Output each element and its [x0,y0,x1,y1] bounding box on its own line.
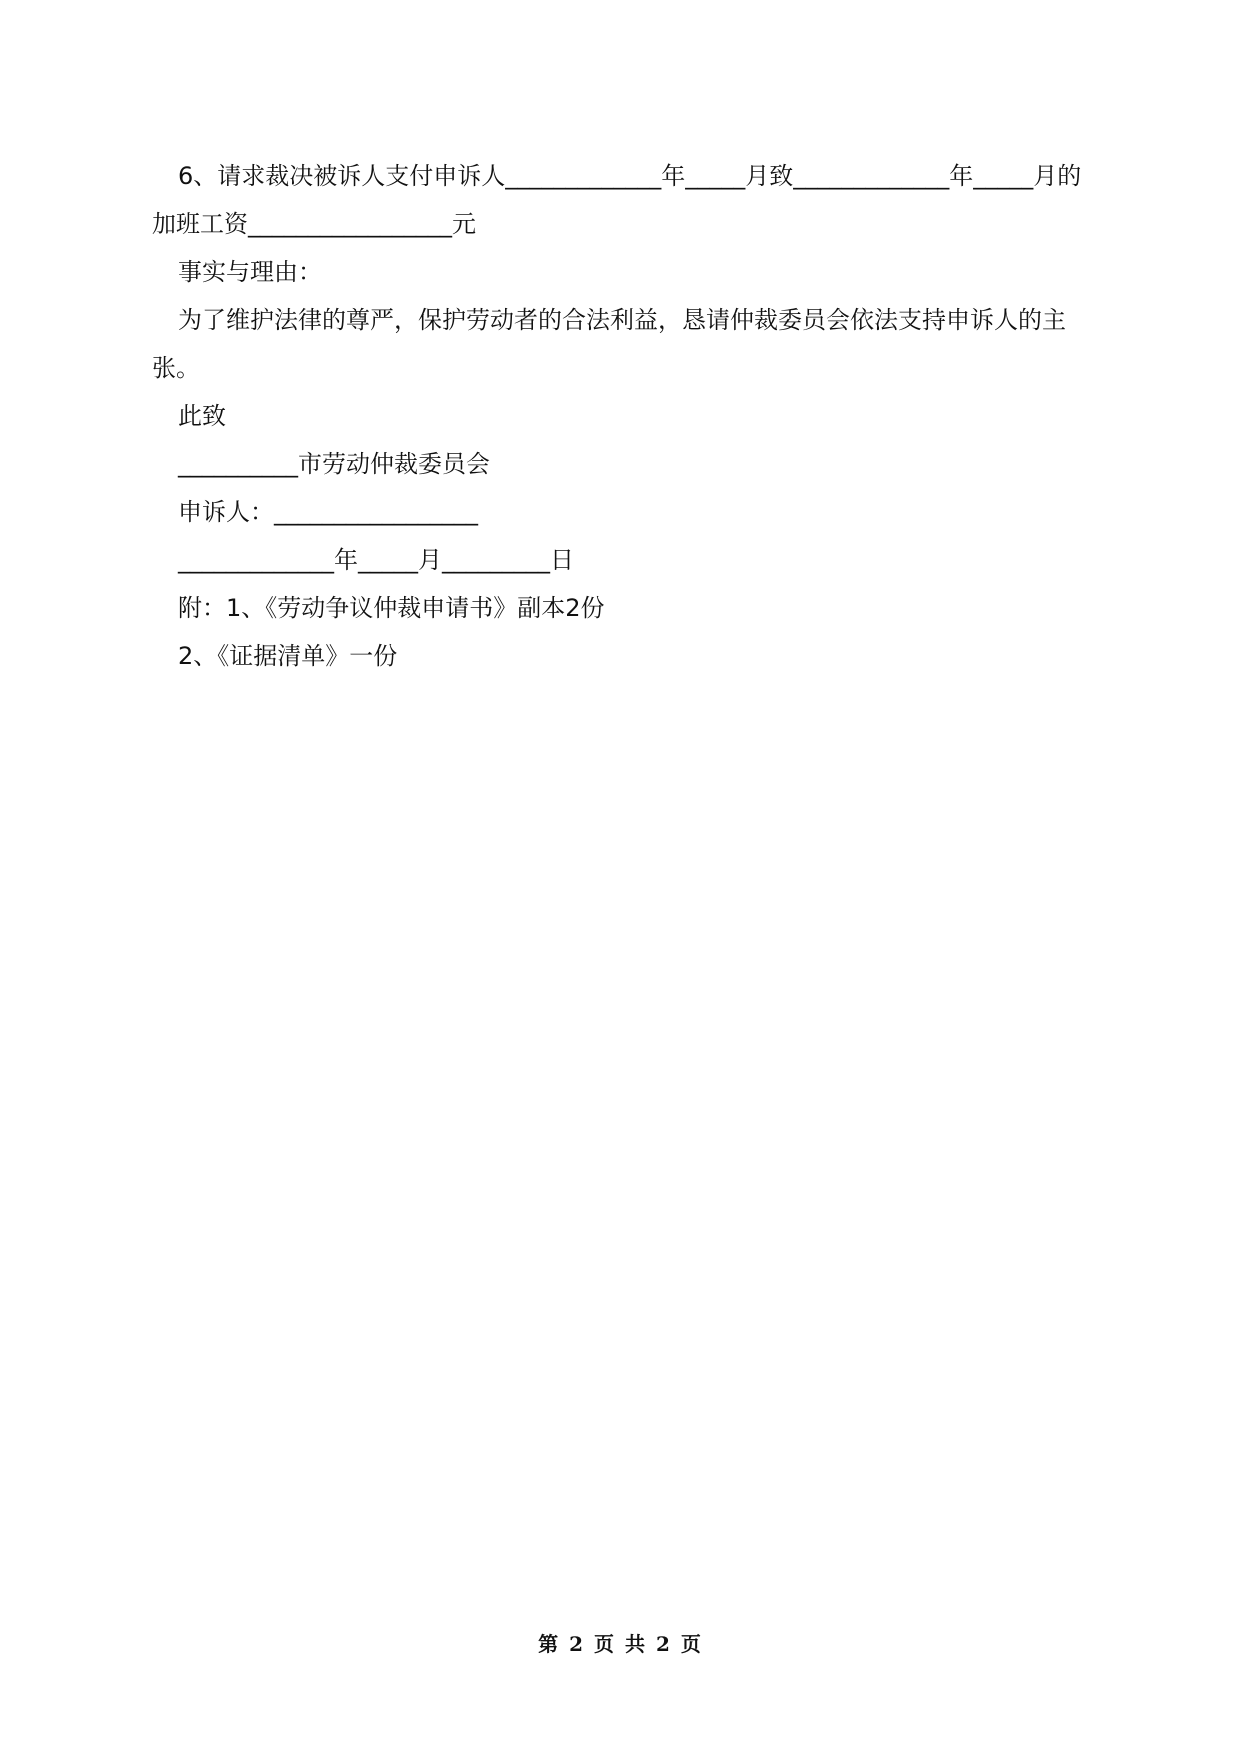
page-number-footer: 第 2 页 共 2 页 [538,1632,703,1656]
date-line: _____________年_____月_________日 [178,546,574,574]
document-body [152,152,1092,680]
attachment-2: 2、《证据清单》一份 [178,642,398,670]
claim-item-6: 6、请求裁决被诉人支付申诉人_____________年_____月致_____________年_____月的加班工资_________________元 [152,162,1082,238]
recipient-line: __________市劳动仲裁委员会 [178,450,490,478]
attachment-1: 附：1、《劳动争议仲裁申请书》副本2份 [178,594,605,622]
facts-paragraph: 为了维护法律的尊严，保护劳动者的合法利益，恳请仲裁委员会依法支持申诉人的主张。 [152,306,1066,382]
salutation: 此致 [178,402,226,430]
facts-heading: 事实与理由： [178,258,322,286]
applicant-signature-line: 申诉人：_________________ [178,498,478,526]
